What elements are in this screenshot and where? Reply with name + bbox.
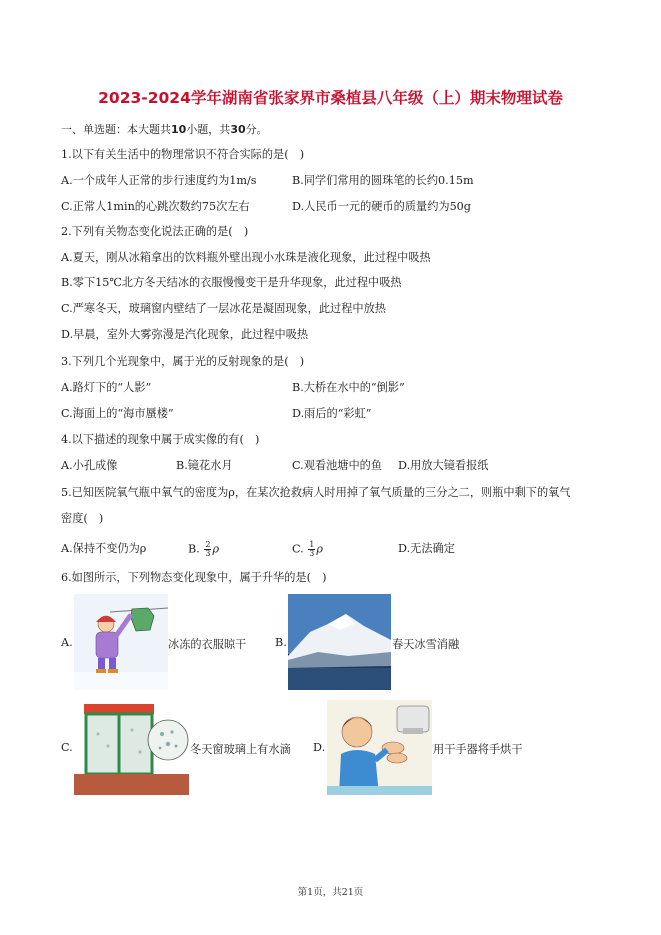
q4-option-b: B.镜花水月 <box>176 459 233 472</box>
section-count: 10 <box>171 123 187 136</box>
q5-option-d: D.无法确定 <box>398 542 455 555</box>
hand-dryer-image <box>327 700 432 795</box>
q6-option-d-caption: 用干手器将手烘干 <box>433 743 523 756</box>
section-prefix: 一、单选题：本大题共 <box>61 123 171 136</box>
q3-stem: 3.下列几个光现象中，属于光的反射现象的是( ) <box>61 355 305 368</box>
frozen-clothes-image <box>74 594 168 690</box>
section-suffix: 分。 <box>245 123 268 136</box>
q5-option-c-numerator: 1 <box>309 540 315 549</box>
q6-option-a-label: A. <box>61 636 73 649</box>
section-heading <box>61 122 268 138</box>
q6-option-c-label: C. <box>61 741 73 754</box>
q5-option-c-denominator: 3 <box>309 549 315 558</box>
section-score: 30 <box>230 123 246 136</box>
q5-option-c <box>292 541 323 558</box>
q1-option-d: D.人民币一元的硬币的质量约为50g <box>292 200 471 213</box>
q4-option-c: C.观看池塘中的鱼 <box>292 459 383 472</box>
q5-option-b-fraction <box>204 541 211 558</box>
window-drops-image <box>74 700 189 795</box>
snowy-mountain-image <box>288 594 391 690</box>
q5-option-b-label: B. <box>188 542 200 556</box>
section-mid: 小题，共 <box>186 123 231 136</box>
q2-option-c: C.严寒冬天，玻璃窗内壁结了一层冰花是凝固现象，此过程中放热 <box>61 302 386 315</box>
q5-stem-line2: 密度( ) <box>61 512 104 525</box>
q6-option-d-label: D. <box>313 741 326 754</box>
q5-stem-line1: 5.已知医院氧气瓶中氧气的密度为ρ，在某次抢救病人时用掉了氧气质量的三分之二，则瓶中剩下的氧气 <box>61 486 571 499</box>
q5-option-a: A.保持不变仍为ρ <box>61 542 147 555</box>
q6-option-c-caption: 冬天窗玻璃上有水滴 <box>190 743 291 756</box>
q3-option-a: A.路灯下的“人影” <box>61 381 152 394</box>
q2-option-a: A.夏天，刚从冰箱拿出的饮料瓶外壁出现小水珠是液化现象，此过程中吸热 <box>61 251 431 264</box>
q4-stem: 4.以下描述的现象中属于成实像的有( ) <box>61 433 260 446</box>
q3-option-d: D.雨后的“彩虹” <box>292 407 372 420</box>
page-footer: 第1页，共21页 <box>297 887 364 898</box>
q5-option-c-rho: ρ <box>316 542 323 556</box>
q6-option-b-caption: 春天冰雪消融 <box>392 638 460 651</box>
q6-stem: 6.如图所示，下列物态变化现象中，属于升华的是( ) <box>61 571 327 584</box>
q5-option-c-label: C. <box>292 542 304 556</box>
q1-option-a: A.一个成年人正常的步行速度约为1m/s <box>61 174 257 187</box>
q2-option-d: D.早晨，室外大雾弥漫是汽化现象，此过程中吸热 <box>61 328 309 341</box>
q5-option-b-numerator: 2 <box>205 540 211 549</box>
q1-option-b: B.同学们常用的圆珠笔的长约0.15m <box>292 174 474 187</box>
q5-option-b <box>188 541 219 558</box>
q5-option-b-denominator: 3 <box>205 549 211 558</box>
q4-option-a: A.小孔成像 <box>61 459 118 472</box>
q4-option-d: D.用放大镜看报纸 <box>398 459 489 472</box>
q1-stem: 1.以下有关生活中的物理常识不符合实际的是( ) <box>61 148 305 161</box>
q2-option-b: B.零下15℃北方冬天结冰的衣服慢慢变干是升华现象，此过程中吸热 <box>61 276 402 289</box>
q3-option-b: B.大桥在水中的“倒影” <box>292 381 405 394</box>
page-title: 2023-2024学年湖南省张家界市桑植县八年级（上）期末物理试卷 <box>98 89 563 107</box>
q6-option-a-caption: 冰冻的衣服晾干 <box>168 638 247 651</box>
q3-option-c: C.海面上的“海市蜃楼” <box>61 407 174 420</box>
q6-option-b-label: B. <box>275 636 287 649</box>
q5-option-c-fraction <box>308 541 315 558</box>
q2-stem: 2.下列有关物态变化说法正确的是( ) <box>61 225 249 238</box>
q5-option-b-rho: ρ <box>212 542 220 556</box>
q1-option-c: C.正常人1min的心跳次数约75次左右 <box>61 200 250 213</box>
